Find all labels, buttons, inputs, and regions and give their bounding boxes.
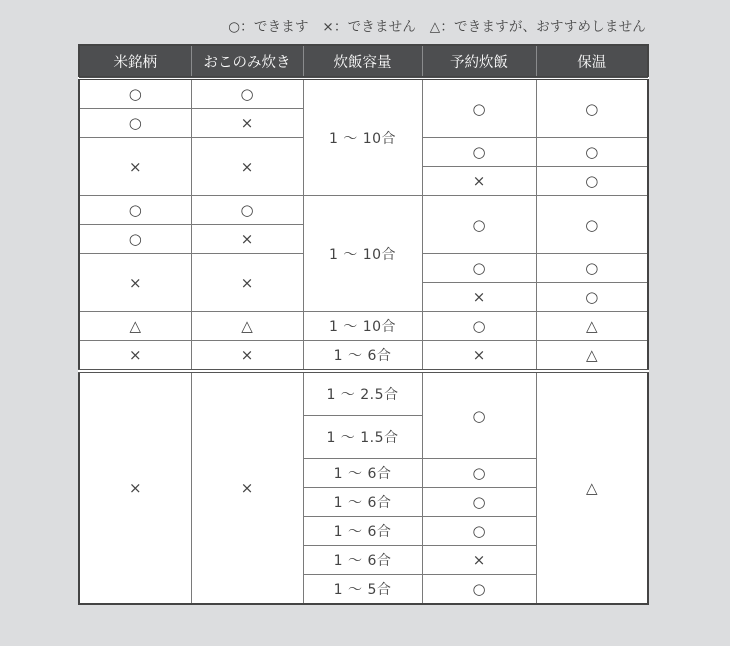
table-cell: × <box>191 254 303 312</box>
table-cell: ○ <box>191 78 303 109</box>
legend: ○：できます ×：できません △：できますが、おすすめしません <box>228 19 646 35</box>
header-cooking-capacity: 炊飯容量 <box>303 45 422 78</box>
table-cell: △ <box>536 312 648 341</box>
table-cell: ○ <box>536 283 648 312</box>
table-cell: ○ <box>422 312 536 341</box>
table-cell: × <box>79 341 191 372</box>
table-cell: × <box>191 138 303 196</box>
capacity-cell: 1 ～ 5合 <box>303 575 422 605</box>
table-cell: × <box>422 341 536 372</box>
table-cell: × <box>191 109 303 138</box>
table-row <box>79 371 648 416</box>
table-cell: ○ <box>79 196 191 225</box>
table-cell: × <box>422 283 536 312</box>
table-cell: ○ <box>79 109 191 138</box>
table-cell: ○ <box>422 78 536 138</box>
capacity-cell: 1 ～ 2.5合 <box>303 371 422 416</box>
table-cell: △ <box>536 341 648 372</box>
capacity-cell: 1 ～ 6合 <box>303 488 422 517</box>
capacity-cell: 1 ～ 10合 <box>303 78 422 196</box>
table-cell: △ <box>79 312 191 341</box>
header-timer-cooking: 予約炊飯 <box>422 45 536 78</box>
table-cell: × <box>79 371 191 604</box>
table-cell: △ <box>536 371 648 604</box>
table-cell: ○ <box>79 225 191 254</box>
capacity-cell: 1 ～ 6合 <box>303 517 422 546</box>
header-rice-brand: 米銘柄 <box>79 45 191 78</box>
capacity-cell: 1 ～ 6合 <box>303 459 422 488</box>
table-cell: × <box>191 371 303 604</box>
capacity-cell: 1 ～ 10合 <box>303 312 422 341</box>
capacity-cell: 1 ～ 1.5合 <box>303 416 422 459</box>
table-cell: ○ <box>422 459 536 488</box>
compatibility-table <box>78 44 649 605</box>
capacity-cell: 1 ～ 10合 <box>303 196 422 312</box>
table-cell: × <box>79 138 191 196</box>
table-row <box>79 312 648 341</box>
header-row <box>79 45 648 78</box>
table-row <box>79 196 648 225</box>
table-cell: ○ <box>422 371 536 459</box>
table-cell: ○ <box>536 78 648 138</box>
table-cell: ○ <box>422 254 536 283</box>
table-row <box>79 341 648 372</box>
table-cell: ○ <box>422 138 536 167</box>
table-cell: △ <box>191 312 303 341</box>
capacity-cell: 1 ～ 6合 <box>303 546 422 575</box>
header-keep-warm: 保温 <box>536 45 648 78</box>
table-cell: ○ <box>536 196 648 254</box>
header-preference-cooking: おこのみ炊き <box>191 45 303 78</box>
table-cell: ○ <box>422 575 536 605</box>
table-cell: ○ <box>191 196 303 225</box>
table-cell: × <box>79 254 191 312</box>
table-row <box>79 78 648 109</box>
table-cell: ○ <box>422 517 536 546</box>
table-cell: ○ <box>536 167 648 196</box>
table-cell: ○ <box>422 196 536 254</box>
table-cell: ○ <box>536 254 648 283</box>
table-cell: × <box>422 546 536 575</box>
table-cell: ○ <box>79 78 191 109</box>
table-cell: ○ <box>422 488 536 517</box>
capacity-cell: 1 ～ 6合 <box>303 341 422 372</box>
table-cell: × <box>422 167 536 196</box>
table-cell: × <box>191 225 303 254</box>
table-cell: ○ <box>536 138 648 167</box>
table-cell: × <box>191 341 303 372</box>
